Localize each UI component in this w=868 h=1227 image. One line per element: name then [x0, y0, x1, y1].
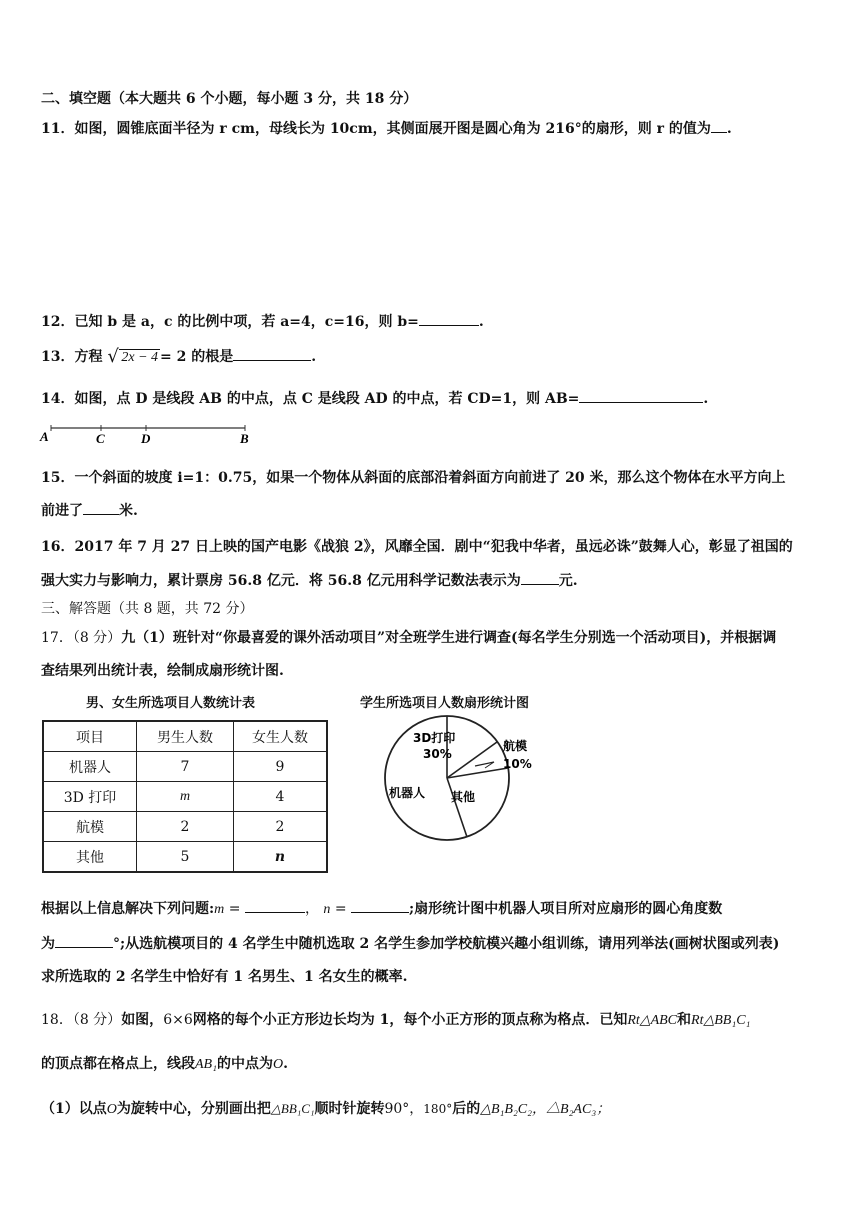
answer-blank	[419, 311, 479, 326]
table-cell: 4	[234, 782, 328, 812]
label-a: A	[40, 429, 49, 444]
pie-label-robot: 机器人	[389, 786, 426, 800]
question-text: 已知 b 是 a，c 的比例中项，若 a=4，c=16，则 b=	[74, 314, 419, 330]
label-d: D	[141, 431, 151, 446]
table-cell: 机器人	[43, 752, 137, 782]
question-text: 为旋转中心，分别画出把	[116, 1101, 271, 1117]
question-text: 米.	[119, 503, 138, 519]
question-text: 为	[41, 936, 55, 952]
triangle-abc: Rt△ABC	[627, 1013, 678, 1028]
question-text: = 2 的根是	[160, 349, 234, 365]
question-12	[41, 311, 484, 331]
question-text: 强大实力与影响力，累计票房 56.8 亿元．将 56.8 亿元用科学记数法表示为	[41, 573, 521, 589]
segment-ab1: AB₁	[195, 1057, 217, 1072]
table-caption: 男、女生所选项目人数统计表	[86, 696, 256, 711]
radicand: 2x − 4	[121, 350, 159, 365]
table-row	[43, 812, 327, 842]
table-cell: 9	[234, 752, 328, 782]
question-text: 根据以上信息解决下列问题:	[41, 901, 215, 917]
equals-sign: =	[330, 901, 352, 917]
table-cell: 5	[137, 842, 234, 873]
question-number: 13．	[41, 349, 75, 365]
angle-180: 180°	[423, 1102, 453, 1116]
table-cell: 航模	[43, 812, 137, 842]
question-number: 18．	[41, 1012, 73, 1028]
question-18-part-1	[41, 1098, 610, 1118]
pie-caption: 学生所选项目人数扇形统计图	[360, 696, 530, 711]
point-o: O	[106, 1102, 117, 1117]
triangle-bb1c1: △BB₁C₁	[270, 1101, 315, 1116]
question-text: 元.	[558, 573, 578, 589]
pie-chart-figure	[365, 710, 545, 845]
table-cell: n	[234, 842, 328, 873]
table-row	[43, 782, 327, 812]
question-text: 顺时针旋转	[314, 1101, 385, 1117]
pie-label-other: 其他	[451, 790, 476, 804]
pie-pct-model: 10%	[503, 757, 532, 771]
answer-blank	[55, 933, 113, 948]
table-header: 项目	[43, 721, 137, 752]
radical-sign: √	[107, 346, 119, 367]
question-text: 如图，点 D 是线段 AB 的中点，点 C 是线段 AD 的中点，若 CD=1，则 AB=	[74, 391, 580, 407]
question-16-line-2	[41, 570, 578, 590]
period: .	[703, 391, 709, 407]
table-header: 女生人数	[234, 721, 328, 752]
question-number: 12．	[41, 314, 75, 330]
point-o: O	[272, 1057, 284, 1072]
variable-m: m	[214, 902, 225, 917]
table-cell: 2	[137, 812, 234, 842]
pie-pct-3d: 30%	[423, 747, 452, 761]
question-text: ;扇形统计图中机器人项目所对应扇形的圆心角度数	[409, 901, 723, 917]
question-text: 九（1）班针对“你最喜爱的课外活动项目”对全班学生进行调查(每名学生分别选一个活动项目)，并根据调	[121, 630, 777, 646]
table-cell: 3D 打印	[43, 782, 137, 812]
period: .	[311, 349, 317, 365]
section-heading-solve: 三、解答题（共 8 题，共 72 分）	[41, 601, 254, 617]
equals-sign: =	[224, 901, 245, 917]
question-11	[41, 118, 732, 138]
question-text: 的顶点都在格点上，线段	[41, 1056, 195, 1072]
answer-blank	[233, 346, 311, 361]
question-17-line-2: 查结果列出统计表，绘制成扇形统计图.	[41, 663, 284, 679]
question-text: 如图，	[121, 1012, 164, 1028]
answer-blank	[579, 388, 703, 403]
question-number: 17．	[41, 630, 73, 646]
pie-label-model: 航模	[503, 739, 528, 753]
section-heading-fill-in: 二、填空题（本大题共 6 个小题，每小题 3 分，共 18 分）	[41, 91, 418, 107]
table-row	[43, 752, 327, 782]
question-text: 前进了	[41, 503, 83, 519]
answer-blank	[711, 118, 727, 133]
question-text: 2017 年 7 月 27 日上映的国产电影《战狼 2》，风靡全国．剧中“犯我中华者，虽远必诛”鼓舞人心，彰显了祖国的	[74, 539, 793, 555]
question-17-line-5: 求所选取的 2 名学生中恰好有 1 名男生、1 名女生的概率.	[41, 969, 408, 985]
label-b: B	[240, 431, 249, 446]
triangle-b1b2c2: △B₁B₂C₂，	[480, 1102, 547, 1117]
question-text: 一个斜面的坡度 i=1：0.75，如果一个物体从斜面的底部沿着斜面方向前进了 20 米，那么这个物体在水平方向上	[74, 470, 786, 486]
question-15-line-1	[41, 467, 785, 487]
answer-blank	[351, 898, 409, 913]
question-18-line-2	[41, 1053, 288, 1073]
question-17-line-3: 根据以上信息解决下列问题:m = ， n = ;扇形统计图中机器人项目所对应扇形的圆心角度数	[41, 898, 722, 918]
question-score: （8 分）	[72, 630, 122, 646]
table-cell: 7	[137, 752, 234, 782]
triangle-b2ac3: △B₂AC₃；	[546, 1102, 611, 1117]
table-cell: 2	[234, 812, 328, 842]
period: .	[478, 314, 484, 330]
question-text: 后的	[452, 1101, 481, 1117]
question-17-line-4	[41, 933, 779, 953]
period: .	[726, 121, 732, 137]
question-18-line-1	[41, 1009, 750, 1029]
answer-blank	[521, 570, 559, 585]
question-14	[41, 388, 708, 408]
table-row	[43, 842, 327, 873]
sqrt-expression	[107, 346, 160, 367]
question-text: （1）以点	[41, 1101, 107, 1117]
question-text: 的中点为	[216, 1056, 273, 1072]
table-cell: 其他	[43, 842, 137, 873]
answer-blank	[245, 898, 305, 913]
segment-figure	[38, 420, 258, 446]
question-text: 方程	[74, 349, 103, 365]
question-17-line-1	[41, 627, 776, 647]
table-header: 男生人数	[137, 721, 234, 752]
answer-blank	[83, 500, 119, 515]
question-text: 如图，圆锥底面半径为 r cm，母线长为 10cm，其侧面展开图是圆心角为 216°的扇形，则 r 的值为	[74, 121, 711, 137]
triangle-bb1c1: Rt△BB₁C₁	[691, 1013, 751, 1028]
period: .	[283, 1056, 288, 1072]
pie-label-3d: 3D打印	[413, 731, 456, 745]
question-score: （8 分）	[72, 1012, 122, 1028]
question-16-line-1	[41, 536, 793, 556]
question-13	[41, 346, 316, 366]
question-text: °;从选航模项目的 4 名学生中随机选取 2 名学生参加学校航模兴趣小组训练，请用列举法(画树状图或列表)	[113, 936, 780, 952]
question-number: 15．	[41, 470, 75, 486]
variable-n: n	[323, 902, 331, 917]
statistics-table	[42, 720, 328, 873]
label-c: C	[96, 431, 105, 446]
angle-90: 90°，	[384, 1101, 424, 1117]
question-text: 网格的每个小正方形边长均为 1，每个小正方形的顶点称为格点．已知	[192, 1012, 628, 1028]
grid-size: 6×6	[163, 1012, 193, 1028]
question-number: 16．	[41, 539, 75, 555]
table-cell: m	[137, 782, 234, 812]
question-number: 14．	[41, 391, 75, 407]
table-header-row	[43, 721, 327, 752]
question-number: 11．	[41, 121, 75, 137]
question-15-line-2	[41, 500, 138, 520]
question-text: 和	[677, 1012, 692, 1028]
